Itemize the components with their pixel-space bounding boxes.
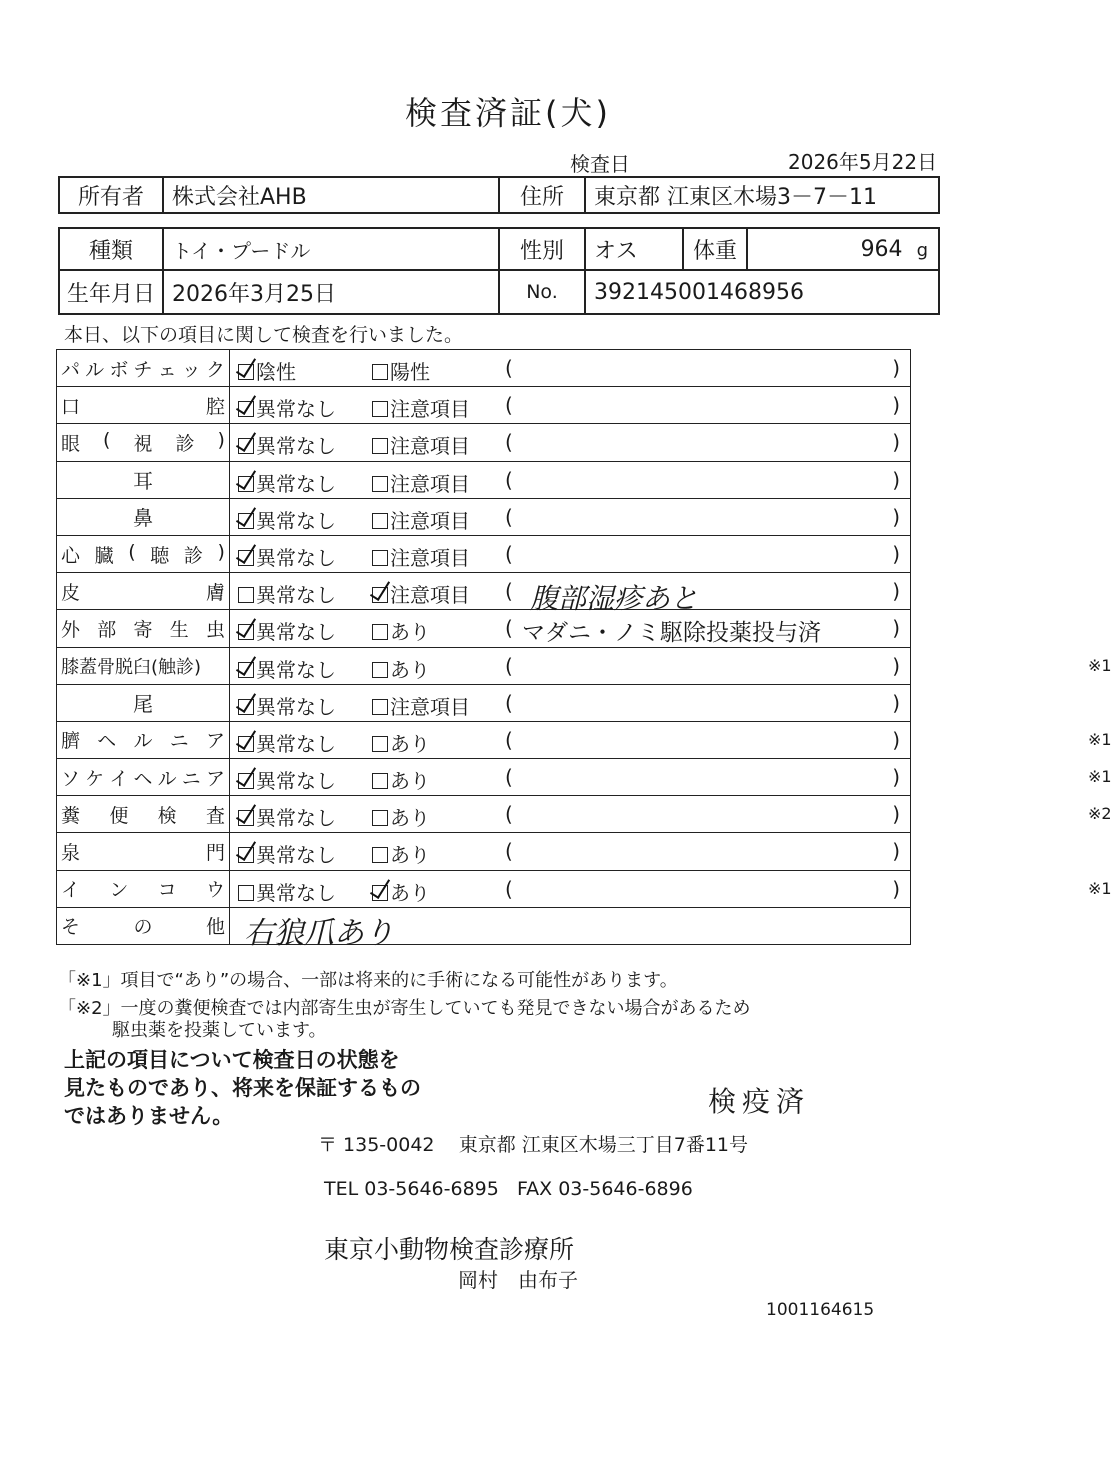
weight-unit: g (916, 239, 928, 261)
option-label: あり (390, 769, 430, 794)
checkbox-icon (372, 513, 388, 529)
option-label: 異常なし (256, 397, 336, 422)
option-label: 異常なし (256, 806, 336, 831)
result-option-abnormal (372, 616, 430, 645)
option-label: 異常なし (256, 694, 336, 719)
option-label: あり (390, 657, 430, 682)
note-paren-open: ( (505, 504, 513, 529)
disclaimer-line: 上記の項目について検査日の状態を (64, 1048, 400, 1072)
result-option-normal (238, 654, 336, 683)
fax-number: FAX 03-5646-6896 (516, 1178, 693, 1200)
owner-table (58, 176, 940, 214)
note-paren-close: ) (892, 802, 900, 827)
checkbox-icon (372, 438, 388, 454)
inspection-row (57, 833, 911, 870)
note-paren-close: ) (892, 467, 900, 492)
exam-date-label: 検査日 (570, 152, 630, 176)
footnote-1: 「※1」項目で“あり”の場合、一部は将来的に手術になる可能性があります。 (58, 970, 678, 991)
note-paren-open: ( (505, 541, 513, 566)
footnote-marker: ※1 (1088, 729, 1112, 749)
option-label: 異常なし (256, 434, 336, 459)
result-option-normal (238, 393, 336, 422)
inspection-row (57, 424, 911, 461)
other-note-cell (230, 907, 911, 951)
note-paren-open: ( (505, 802, 513, 827)
inspection-row (57, 461, 911, 498)
note-paren-open: ( (505, 393, 513, 418)
result-option-abnormal (372, 468, 470, 497)
result-option-normal (238, 468, 336, 497)
inspection-item-cell (57, 759, 230, 796)
inspection-result-cell (230, 610, 911, 647)
other-row (57, 907, 911, 944)
checkbox-icon (372, 810, 388, 826)
option-label: 異常なし (256, 471, 336, 496)
option-label: 異常なし (256, 843, 336, 868)
note-paren-open: ( (505, 653, 513, 678)
inspection-item-cell (57, 796, 230, 833)
inspection-result-cell (230, 573, 911, 616)
result-option-abnormal (372, 728, 430, 757)
option-label: 注意項目 (390, 397, 470, 422)
inspection-row (57, 498, 911, 535)
option-label: 異常なし (256, 508, 336, 533)
inspection-item-label: 尾 (133, 692, 153, 717)
result-option-normal (238, 877, 336, 906)
inspection-row (57, 796, 911, 833)
note-paren-close: ) (892, 579, 900, 604)
checked-checkbox-icon (238, 401, 254, 417)
result-option-normal (238, 765, 336, 794)
note-paren-open: ( (505, 356, 513, 380)
inspection-result-cell (230, 535, 911, 572)
footnote-2: 「※2」一度の糞便検査では内部寄生虫が寄生していても発見できない場合があるため (58, 998, 751, 1019)
sex-label: 性別 (499, 228, 585, 270)
option-label: 注意項目 (390, 434, 470, 459)
note-paren-open: ( (505, 690, 513, 715)
note-paren-open: ( (505, 430, 513, 455)
checked-checkbox-icon (238, 476, 254, 492)
disclaimer-line: ではありません。 (64, 1104, 234, 1128)
other-note: 右狼爪あり (244, 915, 394, 951)
result-option-normal (238, 356, 296, 385)
note-paren-open: ( (505, 876, 513, 901)
owner-label: 所有者 (59, 177, 163, 213)
intro-text: 本日、以下の項目に関して検査を行いました。 (64, 324, 464, 346)
footnote-marker: ※1 (1088, 878, 1112, 898)
checked-checkbox-icon (372, 885, 388, 901)
checkbox-icon (372, 624, 388, 640)
checked-checkbox-icon (238, 810, 254, 826)
note-paren-close: ) (892, 616, 900, 641)
inspection-row (57, 535, 911, 572)
inspection-item-label: 耳 (133, 469, 153, 494)
note-paren-close: ) (892, 765, 900, 790)
result-option-abnormal (372, 802, 430, 831)
inspection-result-cell (230, 647, 1112, 684)
other-label-cell (57, 907, 230, 944)
note-paren-open: ( (505, 765, 513, 790)
option-label: 注意項目 (390, 471, 470, 496)
result-option-abnormal (372, 430, 470, 459)
result-note: 腹部湿疹あと (530, 582, 699, 616)
inspection-row (57, 870, 911, 907)
inspection-item-cell (57, 461, 230, 498)
owner-value: 株式会社AHB (163, 177, 499, 213)
inspection-row (57, 350, 911, 387)
inspection-item-label: 膝蓋骨脱臼(触診) (61, 656, 202, 678)
inspection-result-cell (230, 721, 1112, 758)
option-label: 異常なし (256, 657, 336, 682)
inspection-item-label: 眼 ( 視 診 ) (61, 428, 225, 455)
footnote-marker: ※1 (1088, 767, 1112, 787)
inspection-item-label: 泉 門 (61, 842, 225, 865)
result-option-abnormal (372, 877, 430, 906)
option-label: 注意項目 (390, 583, 470, 608)
inspection-item-label: 鼻 (133, 506, 153, 531)
inspection-row (57, 647, 911, 684)
option-label: あり (390, 843, 430, 868)
sex-value: オス (585, 228, 683, 270)
postal-code: 〒 135-0042 (318, 1134, 435, 1156)
inspection-result-cell (230, 684, 911, 721)
inspection-table (56, 349, 1112, 951)
result-option-abnormal (372, 765, 430, 794)
result-option-normal (238, 579, 336, 608)
inspection-item-cell (57, 647, 230, 684)
tel-number: TEL 03-5646-6895 (324, 1178, 499, 1200)
option-label: 異常なし (256, 545, 336, 570)
footnote-marker: ※1 (1088, 655, 1112, 675)
checked-checkbox-icon (238, 513, 254, 529)
inspection-item-cell (57, 684, 230, 721)
inspection-result-cell (230, 796, 1112, 833)
checked-checkbox-icon (238, 699, 254, 715)
option-label: あり (390, 620, 430, 645)
checked-checkbox-icon (238, 847, 254, 863)
address-value: 東京都 江東区木場3－7－11 (585, 177, 939, 213)
veterinarian-name: 岡村 由布子 (458, 1268, 578, 1292)
inspection-item-label: 外 部 寄 生 虫 (61, 618, 225, 641)
note-paren-close: ) (892, 690, 900, 715)
exam-date: 2026年5月22日 (788, 150, 938, 174)
result-option-abnormal (372, 839, 430, 868)
result-option-normal (238, 505, 336, 534)
inspection-item-label: 口 腔 (61, 395, 225, 418)
inspection-item-label: パ ル ボ チ ェ ッ ク (61, 358, 225, 381)
inspection-item-cell (57, 833, 230, 870)
inspection-item-label: 心 臓 ( 聴 診 ) (61, 540, 225, 567)
checked-checkbox-icon (238, 624, 254, 640)
clinic-address: 東京都 江東区木場三丁目7番11号 (458, 1134, 748, 1156)
inspection-item-label: ソ ケ イ ヘ ル ニ ア (61, 767, 225, 790)
page-title: 検査済証(犬) (405, 94, 611, 132)
inspection-item-label: イ ン コ ウ (61, 879, 225, 902)
checked-checkbox-icon (238, 550, 254, 566)
inspection-result-cell (230, 461, 911, 498)
checked-checkbox-icon (238, 438, 254, 454)
inspection-result-cell (230, 833, 911, 870)
note-paren-close: ) (892, 393, 900, 418)
option-label: 陽性 (390, 360, 430, 384)
weight-value: 964 (860, 236, 903, 262)
checked-checkbox-icon (238, 736, 254, 752)
option-label: あり (390, 880, 430, 905)
checked-checkbox-icon (238, 364, 254, 380)
inspection-row (57, 387, 911, 424)
inspection-item-label: 糞 便 検 査 (61, 804, 225, 827)
option-label: 異常なし (256, 731, 336, 756)
weight-label: 体重 (683, 228, 747, 270)
option-label: あり (390, 806, 430, 831)
inspection-row (57, 573, 911, 610)
result-option-normal (238, 616, 336, 645)
result-option-abnormal (372, 691, 470, 720)
note-paren-open: ( (505, 467, 513, 492)
result-option-normal (238, 802, 336, 831)
note-paren-close: ) (892, 839, 900, 864)
inspection-item-cell (57, 610, 230, 647)
checkbox-icon (372, 662, 388, 678)
option-label: 注意項目 (390, 508, 470, 533)
option-label: 異常なし (256, 583, 336, 608)
inspection-item-label: 皮 膚 (61, 581, 225, 604)
checked-checkbox-icon (238, 662, 254, 678)
option-label: あり (390, 731, 430, 756)
no-value: 392145001468956 (585, 270, 939, 314)
result-option-normal (238, 691, 336, 720)
inspection-item-cell (57, 573, 230, 610)
result-option-abnormal (372, 505, 470, 534)
checked-checkbox-icon (372, 587, 388, 603)
note-paren-close: ) (892, 504, 900, 529)
note-paren-open: ( (505, 579, 513, 604)
inspection-item-cell (57, 498, 230, 535)
inspection-result-cell (230, 350, 911, 387)
note-paren-close: ) (892, 876, 900, 901)
inspection-row (57, 721, 911, 758)
result-option-abnormal (372, 356, 430, 385)
note-paren-open: ( (505, 839, 513, 864)
checkbox-icon (372, 401, 388, 417)
checkbox-icon (372, 773, 388, 789)
no-label: No. (499, 270, 585, 314)
birth-value: 2026年3月25日 (163, 270, 499, 314)
note-paren-close: ) (892, 727, 900, 752)
checkbox-icon (238, 587, 254, 603)
inspection-item-cell (57, 870, 230, 907)
result-option-abnormal (372, 542, 470, 571)
inspection-row (57, 610, 911, 647)
checkbox-icon (238, 885, 254, 901)
inspection-item-label: 臍 ヘ ル ニ ア (61, 730, 225, 753)
footnote-marker: ※2 (1088, 804, 1112, 824)
clinic-address-line (318, 1130, 748, 1157)
result-note: マダニ・ノミ駆除投薬投与済 (522, 620, 821, 647)
note-paren-close: ) (892, 653, 900, 678)
result-option-normal (238, 728, 336, 757)
checked-checkbox-icon (238, 773, 254, 789)
result-option-abnormal (372, 393, 470, 422)
result-option-normal (238, 542, 336, 571)
note-paren-close: ) (892, 430, 900, 455)
inspection-result-cell (230, 870, 1112, 907)
checkbox-icon (372, 736, 388, 752)
pet-table (58, 227, 940, 315)
option-label: 異常なし (256, 769, 336, 794)
note-paren-close: ) (892, 356, 900, 380)
other-label: そ の 他 (61, 916, 225, 939)
disclaimer-line: 見たものであり、将来を保証するもの (64, 1076, 421, 1100)
clinic-name: 東京小動物検査診療所 (324, 1235, 575, 1264)
weight-cell (747, 228, 939, 270)
breed-label: 種類 (59, 228, 163, 270)
inspection-item-cell (57, 535, 230, 572)
inspection-item-cell (57, 350, 230, 387)
footnote-2-continued: 駆虫薬を投薬しています。 (112, 1020, 327, 1041)
inspection-result-cell (230, 759, 1112, 796)
result-option-normal (238, 430, 336, 459)
option-label: 注意項目 (390, 694, 470, 719)
result-option-normal (238, 839, 336, 868)
option-label: 注意項目 (390, 545, 470, 570)
note-paren-open: ( (505, 727, 513, 752)
note-paren-close: ) (892, 541, 900, 566)
inspection-result-cell (230, 498, 911, 535)
contact-line (324, 1178, 693, 1200)
inspection-result-cell (230, 424, 911, 461)
inspection-result-cell (230, 387, 911, 424)
inspection-item-cell (57, 424, 230, 461)
breed-value: トイ・プードル (163, 228, 499, 270)
result-option-abnormal (372, 579, 470, 608)
note-paren-open: ( (505, 616, 513, 641)
disclaimer (64, 1046, 421, 1130)
inspection-row (57, 759, 911, 796)
inspection-row (57, 684, 911, 721)
birth-label: 生年月日 (59, 270, 163, 314)
address-label: 住所 (499, 177, 585, 213)
checkbox-icon (372, 699, 388, 715)
checkbox-icon (372, 550, 388, 566)
quarantine-stamp: 検疫済 (708, 1085, 811, 1118)
checkbox-icon (372, 847, 388, 863)
option-label: 異常なし (256, 620, 336, 645)
inspection-item-cell (57, 387, 230, 424)
option-label: 異常なし (256, 880, 336, 905)
option-label: 陰性 (256, 360, 296, 384)
result-option-abnormal (372, 654, 430, 683)
checkbox-icon (372, 364, 388, 380)
inspection-item-cell (57, 721, 230, 758)
serial-number: 1001164615 (766, 1300, 875, 1320)
checkbox-icon (372, 476, 388, 492)
